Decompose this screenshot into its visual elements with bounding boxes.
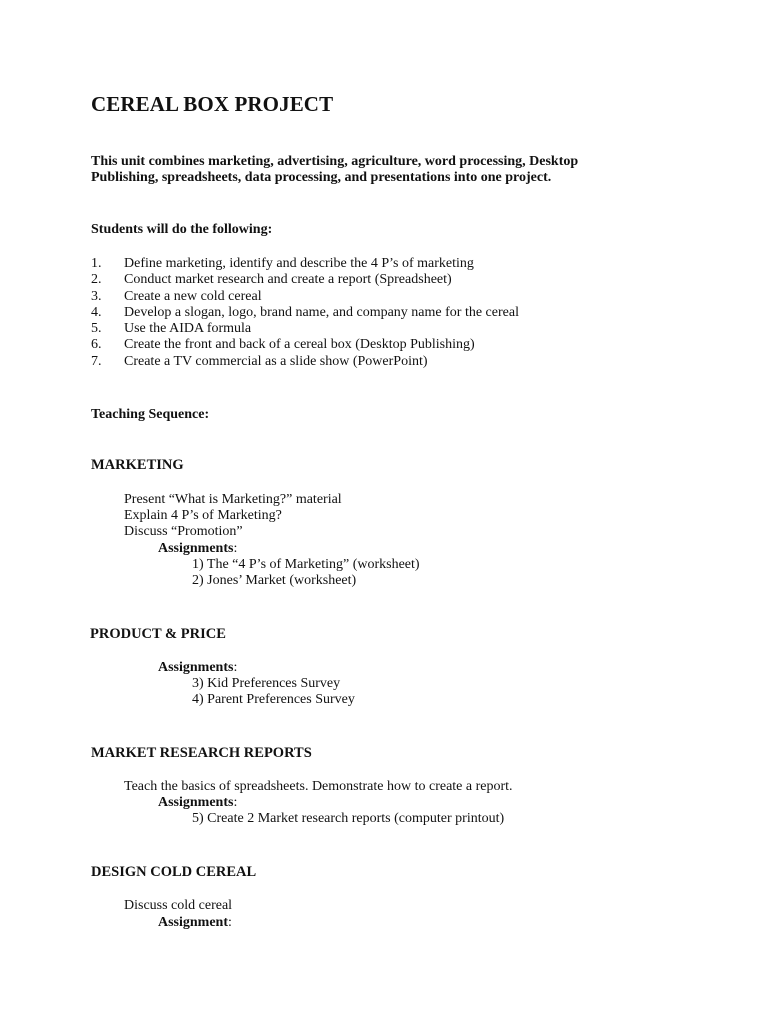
marketing-assignment-1: 1) The “4 P’s of Marketing” (worksheet) (192, 557, 420, 572)
marketing-assignments-label (158, 541, 237, 557)
list-item-number: 4. (91, 304, 102, 320)
marketing-line-2: Explain 4 P’s of Marketing? (124, 508, 282, 523)
students-heading: Students will do the following: (91, 222, 273, 237)
market-research-heading: MARKET RESEARCH REPORTS (91, 745, 312, 761)
list-item-number: 7. (91, 353, 102, 369)
assignment-colon: : (228, 915, 232, 930)
list-item (91, 305, 691, 321)
marketing-line-1: Present “What is Marketing?” material (124, 492, 342, 507)
market-research-assignments-label (158, 795, 237, 811)
list-item (91, 289, 691, 305)
list-item (91, 321, 691, 337)
assignments-colon: : (233, 541, 238, 556)
list-item-text: Define marketing, identify and describe the 4 P’s of marketing (124, 256, 474, 271)
list-item-number: 2. (91, 272, 102, 288)
design-cereal-heading: DESIGN COLD CEREAL (91, 864, 257, 880)
assignment-label-text: Assignment (158, 915, 229, 930)
marketing-assignment-2: 2) Jones’ Market (worksheet) (192, 573, 357, 588)
list-item-text: Use the AIDA formula (124, 321, 252, 337)
intro-line-2: Publishing, spreadsheets, data processing, and presentations into one project. (91, 170, 552, 185)
list-item-number: 5. (91, 321, 102, 337)
product-price-assignment-1: 3) Kid Preferences Survey (192, 676, 341, 691)
product-price-assignment-2: 4) Parent Preferences Survey (192, 692, 355, 707)
market-research-assignment-1: 5) Create 2 Market research reports (computer printout) (192, 811, 505, 826)
list-item-text: Create a TV commercial as a slide show (PowerPoint) (124, 353, 428, 369)
assignments-label-text: Assignments (158, 660, 234, 675)
students-list (91, 256, 691, 370)
list-item (91, 272, 691, 288)
list-item (91, 354, 691, 370)
list-item-text: Create the front and back of a cereal box (Desktop Publishing) (124, 337, 475, 353)
assignments-label-text: Assignments (158, 541, 234, 556)
list-item-number: 6. (91, 337, 102, 353)
list-item-number: 3. (91, 288, 102, 304)
product-price-heading: PRODUCT & PRICE (90, 626, 226, 642)
marketing-line-3: Discuss “Promotion” (124, 524, 243, 539)
marketing-heading: MARKETING (91, 457, 184, 473)
assignments-colon: : (233, 660, 238, 675)
list-item-text: Create a new cold cereal (124, 288, 262, 304)
intro-line-1: This unit combines marketing, advertising, agriculture, word processing, Desktop (91, 154, 579, 169)
list-item (91, 256, 691, 272)
list-item-text: Conduct market research and create a report (Spreadsheet) (124, 272, 452, 288)
product-price-assignments-label (158, 660, 237, 676)
assignments-colon: : (233, 795, 238, 810)
market-research-line: Teach the basics of spreadsheets. Demonstrate how to create a report. (124, 779, 513, 794)
design-cereal-line: Discuss cold cereal (124, 898, 233, 913)
assignments-label-text: Assignments (158, 795, 234, 810)
list-item (91, 337, 691, 353)
list-item-number: 1. (91, 256, 102, 271)
teaching-sequence-heading: Teaching Sequence: (91, 407, 210, 422)
design-cereal-assignment-label (158, 915, 232, 931)
document-title: CEREAL BOX PROJECT (91, 92, 334, 116)
list-item-text: Develop a slogan, logo, brand name, and company name for the cereal (124, 304, 519, 320)
